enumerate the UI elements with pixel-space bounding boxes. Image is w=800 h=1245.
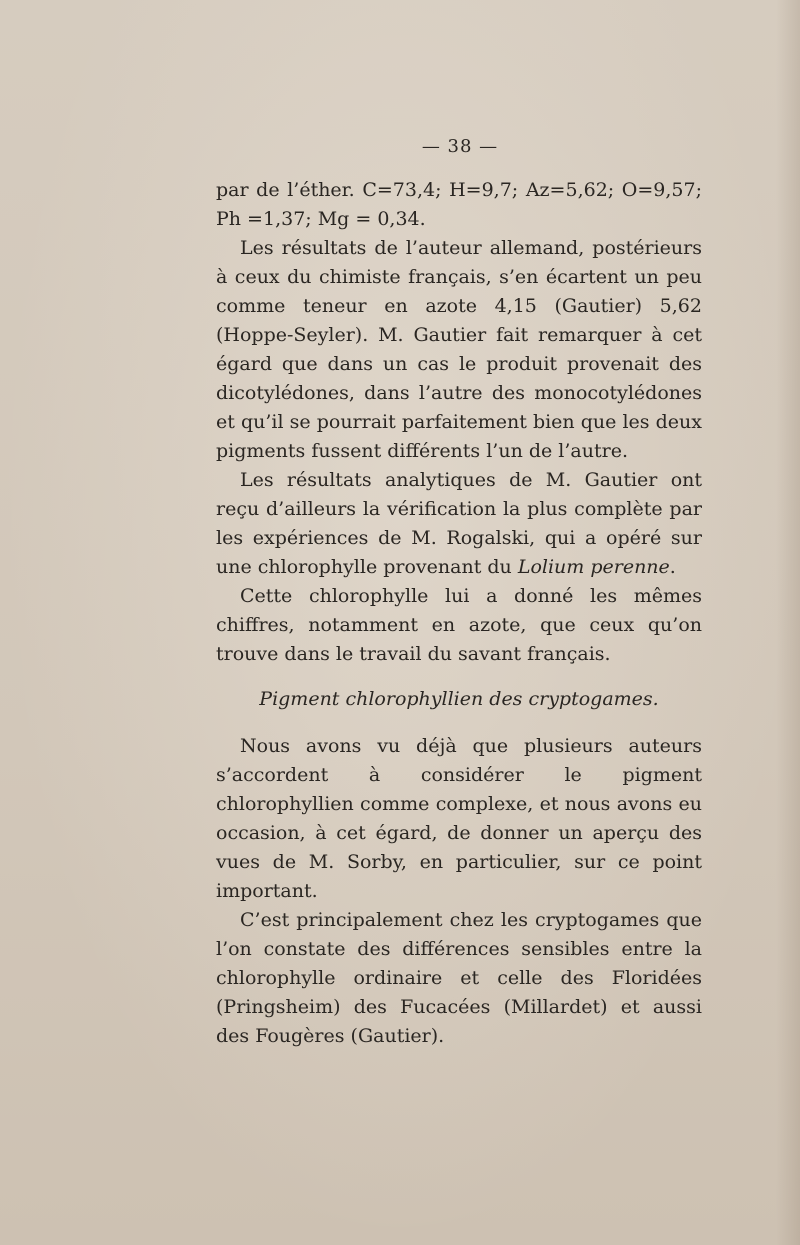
section-heading: Pigment chlorophyllien des cryptogames. [259, 688, 659, 710]
paragraph-3-text: Les résultats analytiques de M. Gautier ont reçu d’ailleurs la vérification la plus complète par les expériences de M. Rogalski, qui a opéré sur une chlorophylle provenant du [216, 469, 702, 578]
paragraph-2: Les résultats de l’auteur allemand, postérieurs à ceux du chimiste français, s’en écartent un peu comme teneur en azote 4,15 (Gautier) 5,62 (Hoppe-Seyler). M. Gautier fait remarquer à cet égard que dans un cas le produit provenait des dicotylédones, dans l’autre des monocotylédones et qu’il se pourrait parfaitement bien que les deux pigments fussent différents l’un de l’autre. [216, 237, 702, 462]
paragraph-4: Cette chlorophylle lui a donné les mêmes chiffres, notamment en azote, que ceux qu’on trouve dans le travail du savant français. [216, 585, 702, 665]
paragraph-6: C’est principalement chez les cryptogames que l’on constate des différences sensibles entre la chlorophylle ordinaire et celle des Floridées (Pringsheim) des Fucacées (Millardet) et aussi des Fougères (Gautier). [216, 909, 702, 1047]
page-number: — 38 — [421, 136, 499, 157]
paragraph-5: Nous avons vu déjà que plusieurs auteurs s’accordent à considérer le pigment chlorophyllien comme complexe, et nous avons eu occasion, à cet égard, de donner un aperçu des vues de M. Sorby, en particulier, sur ce point important. [216, 735, 702, 902]
page-edge-shadow [776, 0, 800, 1245]
paragraph-3 [216, 466, 702, 582]
body-text [216, 176, 702, 1051]
species-name: Lolium perenne [517, 556, 670, 578]
paragraph-1: par de l’éther. C=73,4; H=9,7; Az=5,62; O=9,57; Ph =1,37; Mg = 0,34. [216, 179, 702, 230]
paragraph-3-end: . [669, 556, 676, 578]
